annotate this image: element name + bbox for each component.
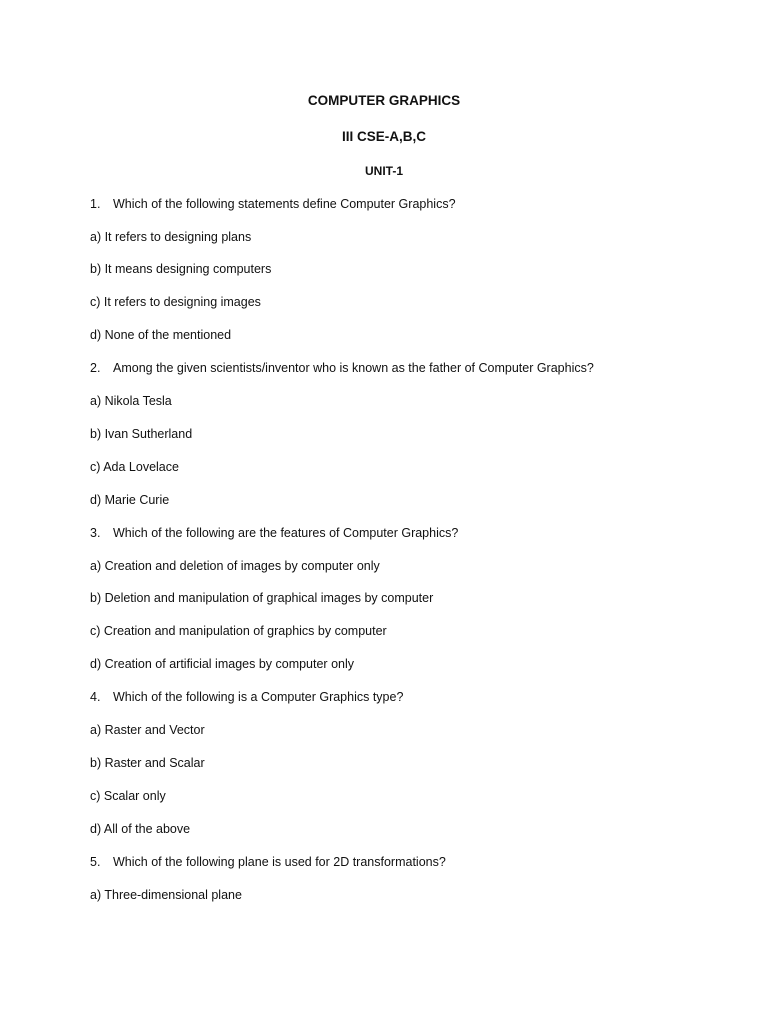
option-4d: d) All of the above [90, 822, 191, 836]
option-3a: a) Creation and deletion of images by computer only [90, 559, 380, 573]
question-text: Which of the following is a Computer Graphics type? [113, 690, 404, 704]
question-3 [90, 525, 458, 541]
question-2 [90, 360, 594, 376]
option-2d: d) Marie Curie [90, 493, 170, 507]
option-2b: b) Ivan Sutherland [90, 427, 193, 441]
option-4b: b) Raster and Scalar [90, 756, 205, 770]
option-1c: c) It refers to designing images [90, 295, 261, 309]
option-4c: c) Scalar only [90, 789, 166, 803]
question-number: 5. [90, 855, 101, 869]
question-text: Which of the following are the features of Computer Graphics? [113, 526, 459, 540]
question-4 [90, 689, 403, 705]
option-2c: c) Ada Lovelace [90, 460, 179, 474]
option-5a: a) Three-dimensional plane [90, 888, 242, 902]
question-number: 1. [90, 197, 101, 211]
question-number: 2. [90, 361, 101, 375]
question-text: Which of the following statements define Computer Graphics? [113, 197, 456, 211]
option-2a: a) Nikola Tesla [90, 394, 172, 408]
option-4a: a) Raster and Vector [90, 723, 205, 737]
class-heading: III CSE-A,B,C [341, 129, 426, 144]
question-text: Among the given scientists/inventor who is known as the father of Computer Graphics? [113, 361, 594, 375]
question-1 [90, 196, 456, 212]
question-number: 3. [90, 526, 101, 540]
option-3b: b) Deletion and manipulation of graphical images by computer [90, 591, 434, 605]
option-1d: d) None of the mentioned [90, 328, 232, 342]
option-3d: d) Creation of artificial images by computer only [90, 657, 355, 671]
question-number: 4. [90, 690, 101, 704]
option-1a: a) It refers to designing plans [90, 230, 252, 244]
option-1b: b) It means designing computers [90, 262, 272, 276]
unit-heading: UNIT-1 [364, 164, 403, 178]
option-3c: c) Creation and manipulation of graphics by computer [90, 624, 387, 638]
document-title: COMPUTER GRAPHICS [307, 93, 461, 108]
question-5 [90, 854, 446, 870]
question-text: Which of the following plane is used for 2D transformations? [113, 855, 446, 869]
